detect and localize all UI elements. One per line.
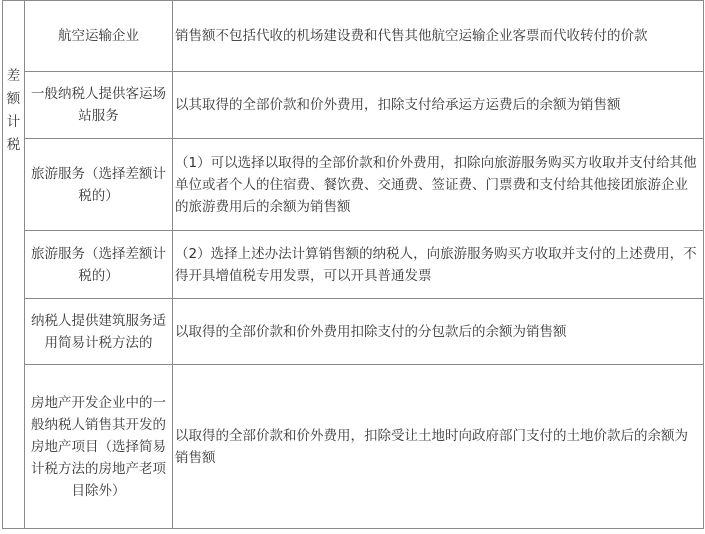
rule-cell [173, 139, 704, 231]
group-label-cell [3, 1, 25, 529]
rule-cell [173, 72, 704, 139]
category-label: 旅游服务（选择差额计税的） [31, 165, 166, 204]
table-row [3, 231, 704, 299]
rule-text: （1）可以选择以取得的全部价款和价外费用，扣除向旅游服务购买方收取并支付给其他单位或者个人的住宿费、餐饮费、交通费、签证费、门票费和支付给其他接团旅游企业的旅游费用后的余额为销售额 [175, 154, 697, 215]
category-cell [25, 299, 173, 365]
tax-rules-table [2, 0, 704, 529]
rule-cell [173, 365, 704, 529]
category-cell [25, 139, 173, 231]
category-cell [25, 365, 173, 529]
category-label: 旅游服务（选择差额计税的） [31, 245, 166, 284]
table-row [3, 139, 704, 231]
category-cell [25, 231, 173, 299]
rule-text: 以其取得的全部价款和价外费用，扣除支付给承运方运费后的余额为销售额 [175, 97, 621, 113]
group-label: 差额计税 [6, 68, 21, 153]
table-row [3, 1, 704, 72]
table-row [3, 72, 704, 139]
rule-text: （2）选择上述办法计算销售额的纳税人，向旅游服务购买方收取并支付的上述费用，不得开具增值税专用发票，可以开具普通发票 [175, 245, 697, 284]
category-label: 航空运输企业 [58, 28, 139, 44]
table-row [3, 299, 704, 365]
rule-text: 以取得的全部价款和价外费用，扣除受让土地时向政府部门支付的土地价款后的余额为销售额 [175, 427, 688, 466]
category-label: 一般纳税人提供客运场站服务 [31, 86, 166, 124]
rule-cell [173, 299, 704, 365]
rule-cell [173, 1, 704, 72]
rule-text: 销售额不包括代收的机场建设费和代售其他航空运输企业客票而代收转付的价款 [175, 28, 648, 44]
rule-cell [173, 231, 704, 299]
category-label: 房地产开发企业中的一般纳税人销售其开发的房地产项目（选择简易计税方法的房地产老项目除外） [31, 394, 166, 499]
table-row [3, 365, 704, 529]
category-label: 纳税人提供建筑服务适用简易计税方法的 [31, 312, 166, 351]
rule-text: 以取得的全部价款和价外费用扣除支付的分包款后的余额为销售额 [175, 323, 567, 340]
category-cell [25, 1, 173, 72]
category-cell [25, 72, 173, 139]
